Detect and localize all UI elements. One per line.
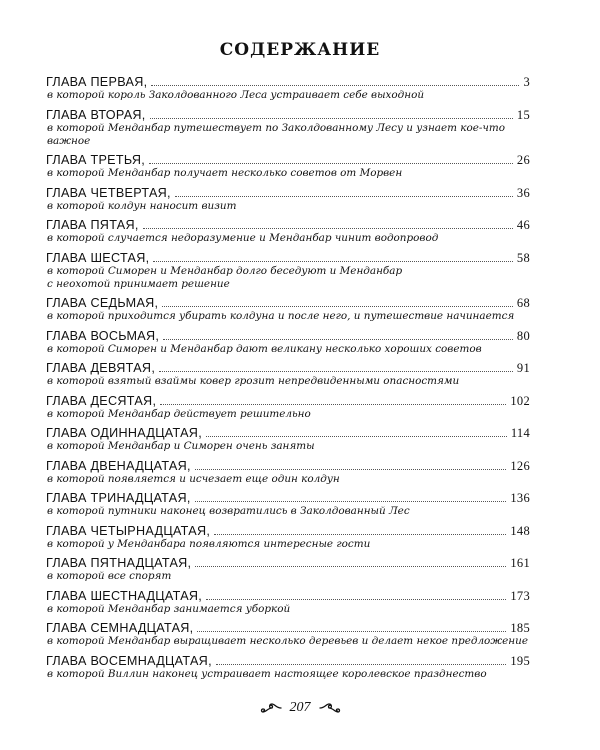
flourish-left-icon	[260, 702, 282, 714]
chapter-description: в которой Менданбар получает несколько советов от Морвен	[47, 167, 403, 179]
page-ref: 126	[510, 458, 530, 473]
chapter-title: ГЛАВА ОДИННАДЦАТАЯ,	[46, 426, 202, 440]
chapter-description: в которой Менданбар выращивает несколько деревьев и делает некое предложение	[47, 635, 528, 647]
chapter-title: ГЛАВА СЕДЬМАЯ,	[46, 296, 159, 310]
toc-entry	[46, 556, 530, 583]
chapter-title: ГЛАВА ВТОРАЯ,	[46, 107, 146, 122]
toc-entry-heading	[46, 108, 530, 122]
dot-leader	[151, 85, 519, 86]
toc-entry-heading	[46, 75, 530, 89]
dot-leader	[149, 163, 513, 164]
chapter-title: ГЛАВА ДЕСЯТАЯ,	[46, 393, 157, 408]
page-ref: 91	[516, 361, 530, 375]
toc-entry-heading	[46, 186, 530, 200]
toc-entry	[46, 589, 530, 616]
toc-entry-heading	[46, 524, 530, 538]
table-of-contents	[46, 75, 530, 681]
dot-leader	[159, 371, 513, 372]
toc-entry	[46, 394, 530, 421]
chapter-description: в которой король Заколдованного Леса устраивает себе выходной	[47, 89, 425, 101]
page-ref: 58	[516, 250, 530, 265]
dot-leader	[163, 339, 513, 340]
dot-leader	[162, 306, 513, 307]
toc-entry	[46, 186, 530, 213]
page-ref: 195	[510, 653, 530, 668]
page-ref: 3	[523, 75, 530, 89]
chapter-title: ГЛАВА ВОСЕМНАДЦАТАЯ,	[46, 653, 212, 668]
toc-entry-heading	[46, 251, 530, 265]
toc-entry-heading	[46, 296, 530, 310]
dot-leader	[197, 631, 506, 632]
chapter-title: ГЛАВА ДВЕНАДЦАТАЯ,	[46, 458, 191, 473]
flourish-right-icon	[319, 702, 341, 714]
chapter-title: ГЛАВА ДЕВЯТАЯ,	[46, 361, 156, 375]
page-ref: 161	[510, 556, 530, 570]
dot-leader	[160, 404, 506, 405]
page-ref: 46	[516, 218, 530, 232]
toc-entry	[46, 426, 530, 453]
chapter-description: в которой все спорят	[47, 570, 172, 582]
chapter-title: ГЛАВА ШЕСТАЯ,	[46, 250, 150, 265]
page-ref: 80	[516, 328, 530, 343]
toc-entry	[46, 75, 530, 102]
toc-entry-heading	[46, 394, 530, 408]
page-ref: 173	[510, 588, 530, 603]
toc-entry	[46, 361, 530, 388]
chapter-title: ГЛАВА ТРЕТЬЯ,	[46, 153, 146, 167]
toc-entry	[46, 621, 530, 648]
dot-leader	[206, 436, 507, 437]
dot-leader	[195, 501, 507, 502]
toc-entry-heading	[46, 426, 530, 440]
toc-entry	[46, 153, 530, 180]
dot-leader	[195, 469, 507, 470]
chapter-description: в которой Виллин наконец устраивает настоящее королевское празднество	[47, 667, 487, 680]
toc-entry	[46, 108, 530, 148]
chapter-description: в которой Менданбар и Симорен очень заняты	[47, 440, 315, 452]
chapter-title: ГЛАВА ПЕРВАЯ,	[46, 75, 148, 89]
chapter-description: в которой взятый взаймы ковер грозит непредвиденными опасностями	[47, 375, 460, 387]
dot-leader	[150, 118, 513, 119]
chapter-description: в которой случается недоразумение и Менданбар чинит водопровод	[47, 232, 439, 244]
chapter-description: в которой Симорен и Менданбар долго беседуют и Менданбар с неохотой принимает решение	[47, 264, 403, 290]
dot-leader	[216, 664, 506, 665]
dot-leader	[175, 196, 513, 197]
chapter-title: ГЛАВА ВОСЬМАЯ,	[46, 328, 160, 343]
toc-entry	[46, 329, 530, 356]
page-ref: 102	[510, 393, 530, 408]
dot-leader	[214, 534, 506, 535]
toc-entry-heading	[46, 153, 530, 167]
toc-entry	[46, 296, 530, 323]
toc-entry	[46, 218, 530, 245]
page-ref: 68	[516, 296, 530, 310]
dot-leader	[143, 228, 513, 229]
chapter-title: ГЛАВА ПЯТАЯ,	[46, 218, 139, 232]
chapter-description: в которой приходится убирать колдуна и после него, и путешествие начинается	[47, 310, 515, 322]
toc-entry-heading	[46, 459, 530, 473]
toc-entry-heading	[46, 361, 530, 375]
dot-leader	[153, 261, 512, 262]
toc-entry	[46, 491, 530, 518]
dot-leader	[206, 599, 506, 600]
toc-entry-heading	[46, 329, 530, 343]
chapter-title: ГЛАВА ЧЕТЫРНАДЦАТАЯ,	[46, 523, 211, 538]
chapter-description: в которой появляется и исчезает еще один колдун	[47, 472, 340, 485]
chapter-description: в которой Симорен и Менданбар дают великану несколько хороших советов	[47, 342, 482, 355]
page-ref: 185	[510, 621, 530, 635]
page-ref: 26	[516, 153, 530, 167]
toc-entry-heading	[46, 218, 530, 232]
toc-entry	[46, 459, 530, 486]
page-ref: 148	[510, 523, 530, 538]
chapter-description: в которой Менданбар занимается уборкой	[47, 602, 291, 615]
page-ref: 15	[516, 107, 530, 122]
chapter-description: в которой путники наконец возвратились в Заколдованный Лес	[47, 505, 410, 517]
chapter-title: ГЛАВА ШЕСТНАДЦАТАЯ,	[46, 588, 203, 603]
page-ref: 114	[510, 426, 530, 440]
toc-entry	[46, 524, 530, 551]
toc-entry-heading	[46, 589, 530, 603]
page-number: 207	[289, 700, 311, 715]
toc-entry	[46, 654, 530, 681]
toc-entry-heading	[46, 491, 530, 505]
chapter-description: в которой колдун наносит визит	[47, 199, 237, 212]
chapter-description: в которой Менданбар путешествует по Заколдованному Лесу и узнает кое-что важное	[47, 121, 505, 147]
chapter-title: ГЛАВА ПЯТНАДЦАТАЯ,	[46, 556, 192, 570]
toc-entry-heading	[46, 621, 530, 635]
page-ref: 136	[510, 491, 530, 505]
page-footer	[0, 700, 600, 716]
toc-entry-heading	[46, 556, 530, 570]
toc-entry-heading	[46, 654, 530, 668]
page-title: СОДЕРЖАНИЕ	[219, 40, 381, 60]
chapter-description: в которой у Менданбара появляются интересные гости	[47, 537, 371, 550]
chapter-title: ГЛАВА ЧЕТВЕРТАЯ,	[46, 185, 171, 200]
chapter-title: ГЛАВА ТРИНАДЦАТАЯ,	[46, 491, 191, 505]
page-ref: 36	[516, 185, 530, 200]
chapter-description: в которой Менданбар действует решительно	[47, 407, 311, 420]
dot-leader	[195, 566, 506, 567]
toc-entry	[46, 251, 530, 291]
chapter-title: ГЛАВА СЕМНАДЦАТАЯ,	[46, 621, 194, 635]
